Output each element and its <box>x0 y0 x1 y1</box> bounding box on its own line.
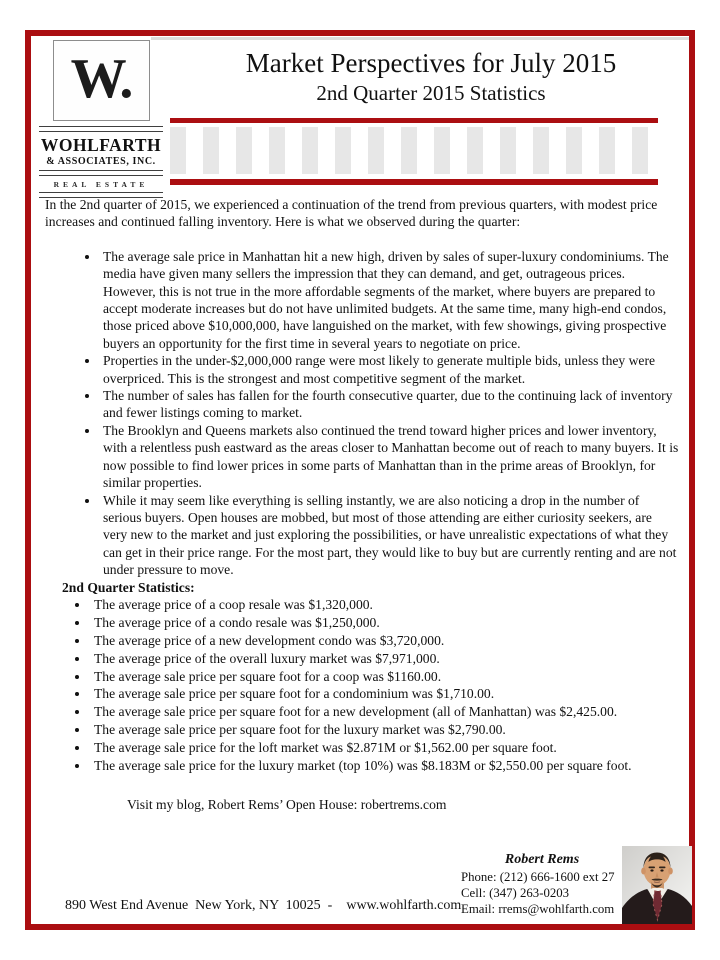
observation-item: • Properties in the under-$2,000,000 range were most likely to generate multiple bids, unless they were overpriced. This is the strongest and most competitive segment of the market. <box>100 352 679 387</box>
logo-rule <box>39 126 163 132</box>
stat-item: • The average sale price per square foot for the luxury market was $2,790.00. <box>90 721 679 738</box>
stat-item: • The average price of a condo resale was $1,250,000. <box>90 614 679 631</box>
stat-item: • The average price of the overall luxury market was $7,971,000. <box>90 650 679 667</box>
agent-phone: Phone: (212) 666-1600 ext 27 <box>461 870 615 884</box>
stat-item: • The average sale price per square foot for a coop was $1160.00. <box>90 668 679 685</box>
blog-link[interactable]: robertrems.com <box>360 796 447 812</box>
stats-heading: 2nd Quarter Statistics: <box>62 579 195 595</box>
company-subname: & ASSOCIATES, INC. <box>46 156 156 167</box>
agent-email-link[interactable]: rrems@wohlfarth.com <box>498 902 615 916</box>
logo-rule <box>39 170 163 176</box>
observations-list <box>45 248 679 579</box>
stat-item: • The average sale price per square foot for a new development (all of Manhattan) was $2,425.00. <box>90 703 679 720</box>
stat-item: • The average price of a new development condo was $3,720,000. <box>90 632 679 649</box>
stat-item: • The average price of a coop resale was $1,320,000. <box>90 596 679 613</box>
stats-list <box>45 596 679 775</box>
intro-paragraph: In the 2nd quarter of 2015, we experienced a continuation of the trend from previous quarters, with modest price increases and continued falling inventory. Here is what we observed during the quarter: <box>45 197 658 230</box>
company-logo <box>39 40 163 198</box>
body-content <box>45 196 679 813</box>
header-divider-line <box>151 37 689 40</box>
agent-photo <box>622 846 692 924</box>
striped-banner <box>170 118 658 185</box>
observation-item: • The average sale price in Manhattan hit a new high, driven by sales of super-luxury condominiums. The media have given many sellers the impression that they can demand, and get, outrageous prices. However, this is not true in the more affordable segments of the market, where buyers are prepared to accept moderate increases but do not have unlimited budgets. At the same time, many high-end condos, those priced above $10,000,000, have languished on the market, with few showings, giving prospective buyers an opportunity for the first time in several years to negotiate on price. <box>100 248 679 352</box>
company-tagline: REAL ESTATE <box>53 180 149 189</box>
observation-item: • The number of sales has fallen for the fourth consecutive quarter, due to the continuing lack of inventory and fewer listings coming to market. <box>100 387 679 422</box>
header <box>181 48 681 105</box>
agent-cell: Cell: (347) 263-0203 <box>461 886 570 900</box>
logo-monogram: W. <box>70 47 132 110</box>
page-border-frame <box>25 30 695 930</box>
agent-email-line <box>461 901 623 917</box>
blog-line-text: Visit my blog, Robert Rems’ Open House: <box>127 796 361 812</box>
stat-item: • The average sale price per square foot for a condominium was $1,710.00. <box>90 685 679 702</box>
blog-line <box>127 796 679 813</box>
agent-headshot-image <box>622 846 692 924</box>
agent-email-label: Email: <box>461 902 499 916</box>
page-subtitle: 2nd Quarter 2015 Statistics <box>316 81 546 106</box>
logo-monogram-box <box>53 40 150 121</box>
company-name: WOHLFARTH <box>40 135 162 155</box>
stat-item: • The average sale price for the luxury market (top 10%) was $8.183M or $2,550.00 per square foot. <box>90 757 679 774</box>
company-website-link[interactable]: www.wohlfarth.com <box>346 898 462 913</box>
agent-name: Robert Rems <box>504 852 580 867</box>
footer-address-line <box>65 898 461 914</box>
agent-contact-block <box>461 852 623 917</box>
stat-item: • The average sale price for the loft market was $2.871M or $1,562.00 per square foot. <box>90 739 679 756</box>
office-address: 890 West End Avenue New York, NY 10025 - <box>65 898 333 913</box>
page-title: Market Perspectives for July 2015 <box>245 48 617 78</box>
observation-item: • The Brooklyn and Queens markets also continued the trend toward higher prices and lower inventory, with a relentless push eastward as the areas closer to Manhattan become out of reach to many buyers. It is now possible to find lower prices in some parts of Manhattan than in the prime areas of Brooklyn, for similar properties. <box>100 422 679 492</box>
observation-item: • While it may seem like everything is selling instantly, we are also noticing a drop in the number of serious buyers. Open houses are mobbed, but most of those attending are either curiosity seekers, are very new to the market and just exploring the possibilities, or have unrealistic expectations of what they can get in their price range. For the most part, they would like to buy but are currently renting and are not under pressure to move. <box>100 492 679 579</box>
